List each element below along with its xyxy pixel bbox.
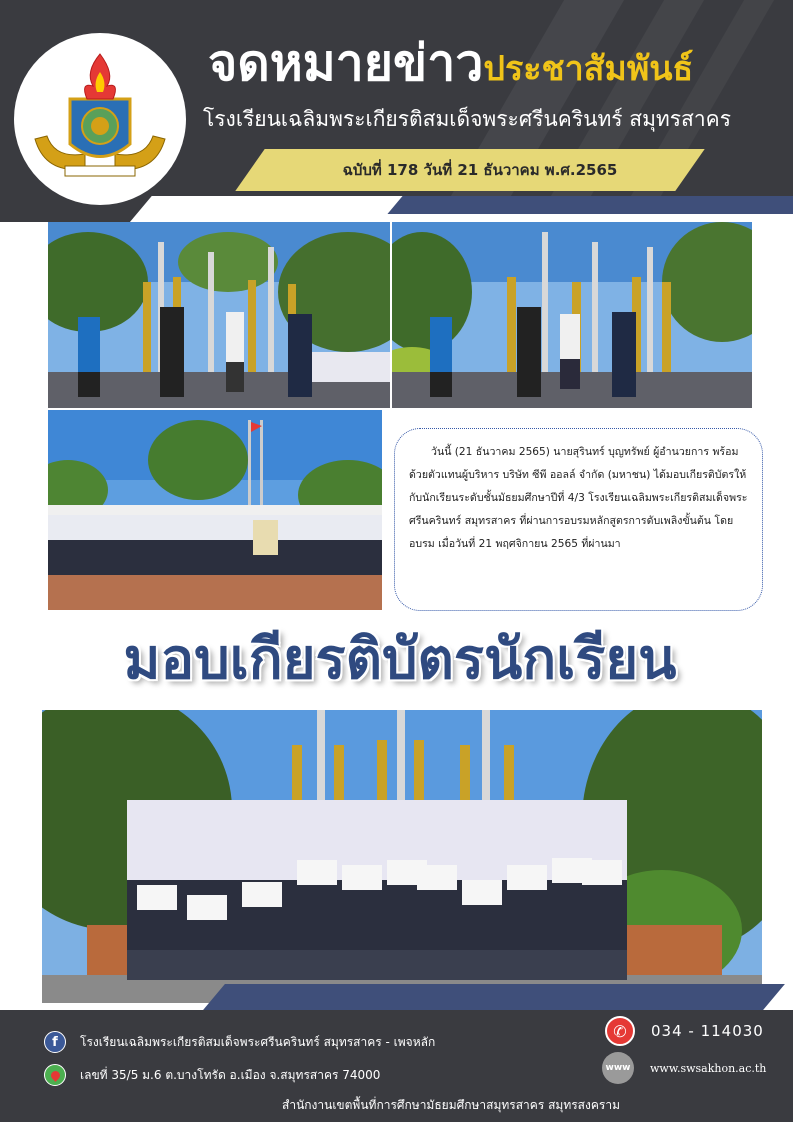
- phone-icon: ✆: [605, 1016, 635, 1046]
- footer-office-row: [282, 1096, 620, 1115]
- school-address: เลขที่ 35/5 ม.6 ต.บางโทรัด อ.เมือง จ.สมุทรสาคร 74000: [80, 1067, 381, 1082]
- map-pin-icon: [44, 1064, 66, 1086]
- footer-navy-band: [203, 984, 785, 1010]
- footer-phone-row: [605, 1016, 764, 1046]
- issue-date: ฉบับที่ 178 วันที่ 21 ธันวาคม พ.ศ.2565: [342, 161, 618, 179]
- globe-www-icon: www: [602, 1052, 634, 1084]
- footer-facebook-row: [44, 1031, 435, 1053]
- title-newsletter-word: จดหมายข่าว: [208, 34, 484, 92]
- footer-website-row: [602, 1052, 766, 1084]
- facebook-page-link[interactable]: โรงเรียนเฉลิมพระเกียรติสมเด็จพระศรีนครินทร์ สมุทรสาคร - เพจหลัก: [80, 1034, 436, 1049]
- school-name: โรงเรียนเฉลิมพระเกียรติสมเด็จพระศรีนครินทร์ สมุทรสาคร: [203, 107, 731, 131]
- photo-ceremony-2: [392, 222, 752, 408]
- newsletter-title: [208, 28, 788, 98]
- photo-students-certificates: [42, 710, 762, 1003]
- education-office: สำนักงานเขตพื้นที่การศึกษามัธยมศึกษาสมุทรสาคร สมุทรสงคราม: [282, 1098, 620, 1112]
- photo-students-group: [48, 410, 382, 610]
- article-textbox: [394, 428, 763, 611]
- school-emblem-icon: [25, 44, 175, 194]
- title-pr-word: ประชาสัมพันธ์: [483, 49, 694, 89]
- article-body: วันนี้ (21 ธันวาคม 2565) นายสุรินทร์ บุญทรัพย์ ผู้อำนวยการ พร้อมด้วยตัวแทนผู้บริหาร บริษัท ซีพี ออลล์ จำกัด (มหาชน) ได้มอบเกียรติบัตรให้กับนักเรียนระดับชั้นมัธยมศึกษาปีที่ 4/3 โรงเรียนเฉลิมพระเกียรติสมเด็จพระศรีนครินทร์ สมุทรสาคร ที่ผ่านการอบรมหลักสูตรการดับเพลิงขั้นต้น โดยอบรม เมื่อวันที่ 21 พฤศจิกายน 2565 ที่ผ่านมา: [409, 446, 748, 550]
- school-logo: [14, 33, 186, 205]
- photo-ceremony-1: [48, 222, 390, 408]
- footer-address-row: [44, 1064, 380, 1086]
- phone-number[interactable]: 034 - 114030: [651, 1022, 764, 1040]
- headline: มอบเกียรติบัตรนักเรียน: [123, 627, 677, 692]
- website-link[interactable]: www.swsakhon.ac.th: [650, 1061, 767, 1075]
- header-navy-band: [387, 196, 793, 214]
- facebook-icon[interactable]: f: [44, 1031, 66, 1053]
